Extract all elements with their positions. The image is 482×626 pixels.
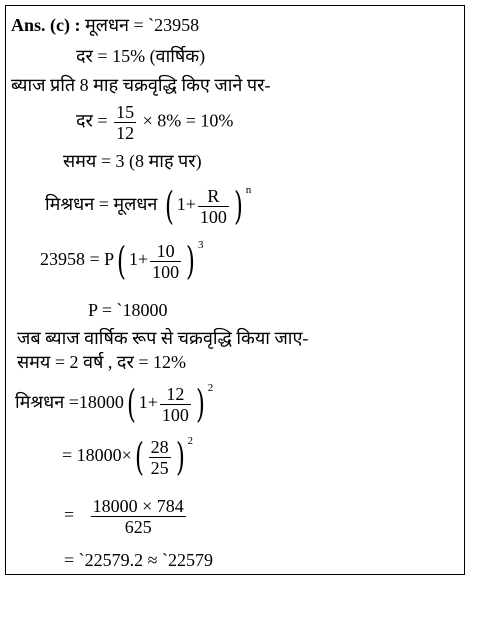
rate-calc-result: × 8% = 10% (142, 110, 234, 131)
compound-formula (45, 183, 251, 229)
amount-denominator: 100 (161, 404, 189, 425)
answer-label: Ans. (c) : (11, 15, 81, 35)
rate-line: दर = 15% (वार्षिक) (76, 46, 206, 66)
rate-calc-label: दर = (76, 110, 108, 131)
amount-exponent: 2 (207, 382, 214, 394)
equation-lhs: 23958 = P (40, 249, 115, 270)
close-paren: ) (233, 184, 243, 228)
equation-denominator: 100 (152, 261, 180, 282)
formula-fraction (198, 186, 229, 227)
final-answer: = `22579.2 ≈ `22579 (64, 550, 214, 570)
annual-time-rate-line: समय = 2 वर्ष , दर = 12% (17, 352, 187, 372)
amount-one-plus: 1+ (138, 392, 158, 413)
step-one-lhs: = 18000× (62, 445, 132, 466)
equation-numerator: 10 (150, 241, 181, 262)
open-paren: ( (117, 239, 127, 283)
compounding-condition: ब्याज प्रति 8 माह चक्रवृद्धि किए जाने पर- (11, 75, 271, 95)
close-paren: ) (186, 239, 196, 283)
step-one-numerator: 28 (150, 436, 169, 457)
amount-equation (15, 381, 213, 427)
formula-one-plus: 1+ (176, 194, 196, 215)
formula-exponent: n (245, 184, 252, 196)
amount-fraction (160, 384, 191, 425)
step-one-exponent: 2 (187, 435, 193, 447)
rate-calculation (76, 102, 233, 143)
rate-fraction (114, 102, 136, 143)
principal-equation (40, 238, 203, 284)
open-paren: ( (164, 184, 174, 228)
step-two-fraction (91, 496, 186, 537)
equation-fraction (150, 241, 181, 282)
close-paren: ) (175, 435, 185, 479)
step-two-eq: = (64, 504, 75, 525)
step-one (62, 434, 193, 480)
formula-denominator: 100 (199, 206, 227, 227)
step-two-denominator: 625 (124, 517, 152, 537)
amount-lhs: मिश्रधन =18000 (15, 392, 124, 413)
step-one-fraction (149, 437, 171, 478)
rate-fraction-numerator: 15 (116, 102, 135, 122)
step-one-denominator: 25 (150, 457, 169, 478)
rate-fraction-denominator: 12 (116, 123, 135, 143)
equation-one-plus: 1+ (129, 249, 149, 270)
time-periods-line: समय = 3 (8 माह पर) (63, 151, 202, 171)
equation-exponent: 3 (197, 239, 204, 251)
answer-line-principal (11, 14, 199, 36)
close-paren: ) (195, 382, 205, 426)
amount-numerator: 12 (160, 384, 191, 405)
principal-result: P = `18000 (88, 300, 168, 320)
formula-numerator: R (198, 186, 229, 207)
open-paren: ( (134, 435, 144, 479)
annual-compounding-line: जब ब्याज वार्षिक रूप से चक्रवृद्धि किया जाए- (17, 328, 309, 348)
step-two (64, 496, 188, 537)
formula-lhs: मिश्रधन = मूलधन (45, 194, 158, 215)
open-paren: ( (126, 382, 136, 426)
principal-text: मूलधन = `23958 (85, 15, 200, 35)
step-two-numerator: 18000 × 784 (92, 496, 184, 516)
